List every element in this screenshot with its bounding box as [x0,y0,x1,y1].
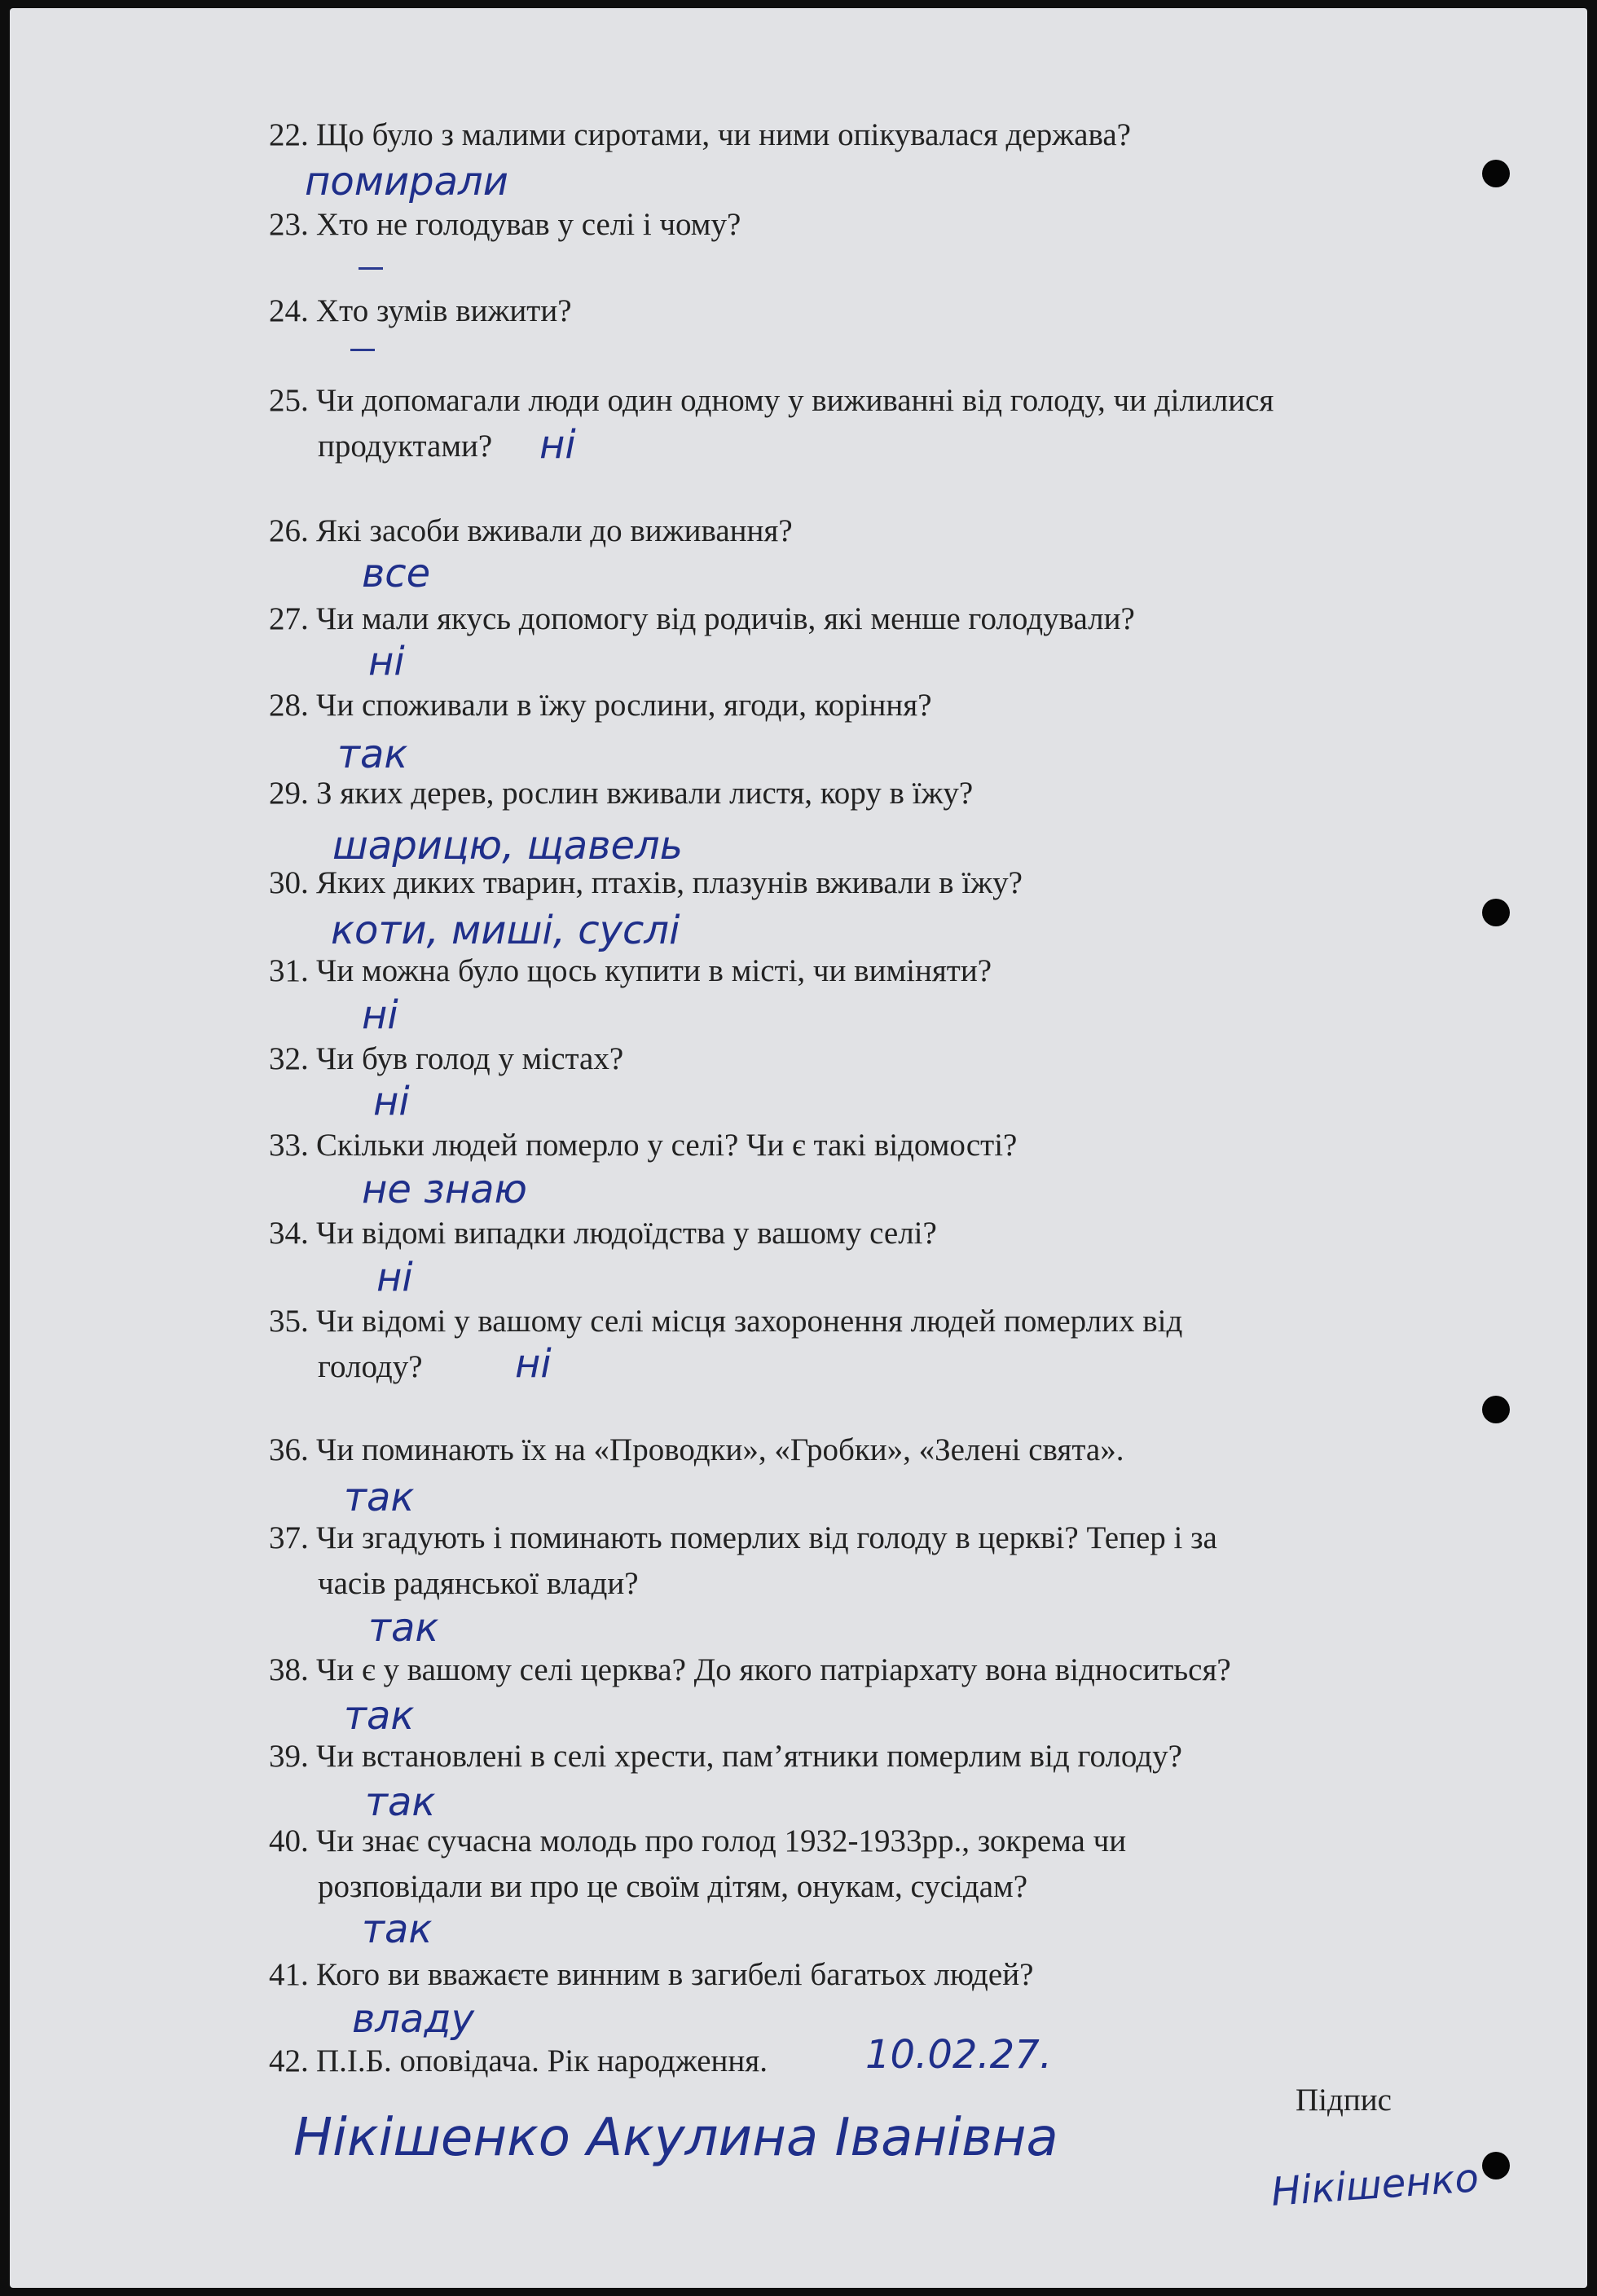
answer-32: ні [373,1079,410,1124]
question-25: 25. Чи допомагали люди один одному у виживанні від голоду, чи ділилися продуктами? [269,383,1274,464]
question-33: 33. Скільки людей померло у селі? Чи є такі відомості? [269,1128,1018,1163]
question-27: 27. Чи мали якусь допомогу від родичів, які менше голодували? [269,601,1135,636]
answer-41: владу [352,1996,474,2042]
answer-26: все [362,551,431,596]
punch-hole [1482,1396,1510,1423]
punch-hole [1482,160,1510,187]
answer-40: так [362,1907,433,1952]
answer-35: ні [515,1341,552,1387]
answer-38: так [344,1693,415,1739]
answer-36: так [344,1475,415,1520]
answer-27: ні [368,639,405,684]
questionnaire-page [10,8,1587,2288]
question-30: 30. Яких диких тварин, птахів, плазунів вживали в їжу? [269,865,1023,900]
question-42: 42. П.І.Б. оповідача. Рік народження. [269,2043,768,2078]
punch-hole [1482,2152,1510,2179]
question-28: 28. Чи споживали в їжу рослини, ягоди, коріння? [269,688,932,723]
birth-date: 10.02.27. [865,2032,1053,2078]
answer-37: так [368,1605,439,1651]
question-29: 29. З яких дерев, рослин вживали листя, кору в їжу? [269,776,974,811]
question-36: 36. Чи поминають їх на «Проводки», «Гробки», «Зелені свята». [269,1432,1124,1467]
question-22: 22. Що було з малими сиротами, чи ними опікувалася держава? [269,117,1131,152]
answer-33: не знаю [362,1167,527,1212]
question-37: 37. Чи згадують і поминають померлих від голоду в церкві? Тепер і за часів радянської влади? [269,1520,1217,1601]
question-39: 39. Чи встановлені в селі хрести, пам’ятники померлим від голоду? [269,1739,1182,1774]
question-41: 41. Кого ви вважаєте винним в загибелі багатьох людей? [269,1957,1034,1992]
answer-25: ні [539,422,576,468]
answer-39: так [365,1779,436,1825]
question-26: 26. Які засоби вживали до виживання? [269,513,793,548]
answer-34: ні [376,1255,413,1300]
answer-24-dash [350,349,375,351]
signature-label: Підпис [1296,2083,1392,2118]
punch-hole [1482,899,1510,926]
answer-28: так [337,732,408,777]
respondent-name: Нікішенко Акулина Іванівна [293,2108,1058,2168]
signature: Нікішенко [1269,2155,1480,2215]
answer-31: ні [362,992,398,1038]
answer-22: помирали [305,159,508,205]
answer-29: шарицю, щавель [332,823,684,869]
question-40: 40. Чи знає сучасна молодь про голод 1932-1933рр., зокрема чи розповідали ви про це своїм дітям, онукам, сусідам? [269,1823,1127,1904]
answer-23-dash [359,267,383,270]
question-24: 24. Хто зумів вижити? [269,293,572,328]
question-23: 23. Хто не голодував у селі і чому? [269,207,741,242]
question-34: 34. Чи відомі випадки людоїдства у вашому селі? [269,1216,937,1251]
question-35: 35. Чи відомі у вашому селі місця захоронення людей померлих від голоду? [269,1304,1183,1384]
question-32: 32. Чи був голод у містах? [269,1041,624,1076]
question-31: 31. Чи можна було щось купити в місті, чи виміняти? [269,953,992,988]
answer-30: коти, миші, суслі [331,908,680,953]
question-38: 38. Чи є у вашому селі церква? До якого патріархату вона відноситься? [269,1652,1231,1687]
